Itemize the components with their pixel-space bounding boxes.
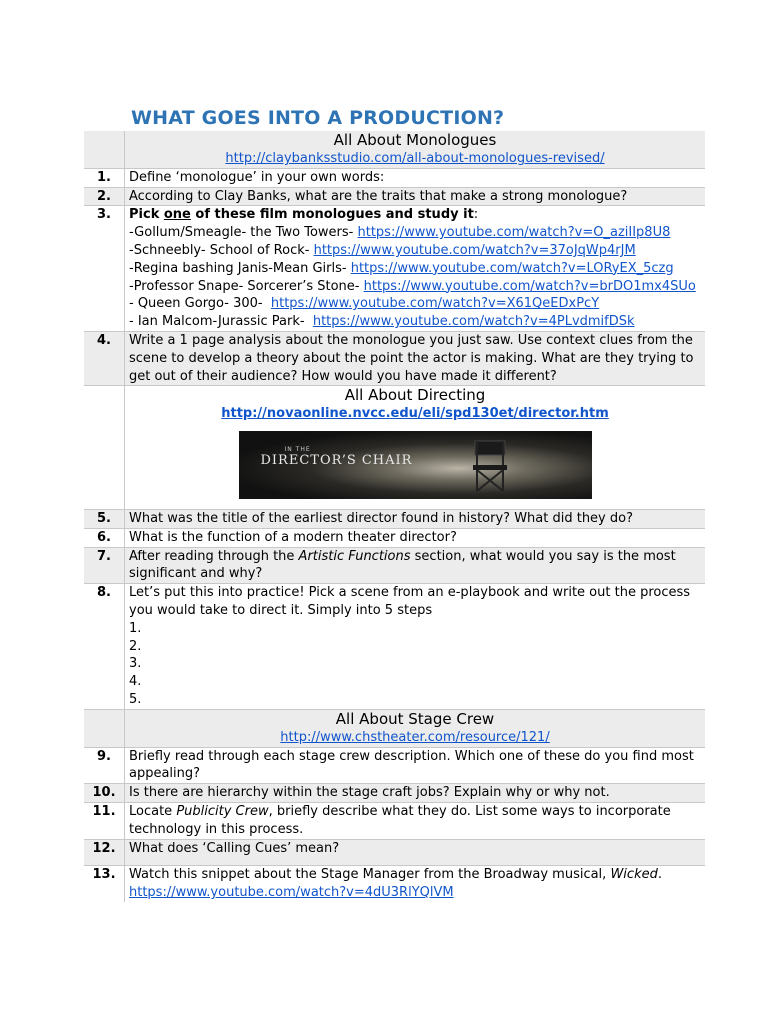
- question-number: 8.: [84, 584, 125, 710]
- question-row: [84, 784, 705, 803]
- monologues-link[interactable]: http://claybanksstudio.com/all-about-monologues-revised/: [225, 151, 605, 166]
- question-row: [84, 206, 705, 332]
- film-link[interactable]: https://www.youtube.com/watch?v=O_aziIIp8U8: [357, 225, 671, 241]
- question-row: [84, 802, 705, 839]
- question-number: 7.: [84, 547, 125, 584]
- directing-link[interactable]: http://novaonline.nvcc.edu/eli/spd130et/director.htm: [221, 406, 609, 422]
- question-text: After reading through the Artistic Functions section, what would you say is the most significant and why?: [125, 547, 706, 584]
- question-text: According to Clay Banks, what are the traits that make a strong monologue?: [125, 187, 706, 206]
- question-text: Locate Publicity Crew, briefly describe what they do. List some ways to incorporate technology in this process.: [125, 802, 706, 839]
- question-row: [84, 866, 705, 902]
- film-item: -Regina bashing Janis-Mean Girls- https://www.youtube.com/watch?v=LORyEX_5czg: [129, 260, 674, 276]
- question-number: 10.: [84, 784, 125, 803]
- question-text: Define ‘monologue’ in your own words:: [125, 168, 706, 187]
- question-text: What is the function of a modern theater director?: [125, 528, 706, 547]
- question-row: [84, 331, 705, 385]
- question-number: 5.: [84, 509, 125, 528]
- section-heading: All About Stage Crew: [335, 709, 495, 728]
- question-row: [84, 584, 705, 710]
- question-text: Write a 1 page analysis about the monologue you just saw. Use context clues from the scene to develop a theory about the point the actor is making. What are they trying to get out of their audience? How would you have made it different?: [125, 331, 706, 385]
- question-number: 3.: [84, 206, 125, 332]
- question-row: [84, 509, 705, 528]
- film-link[interactable]: https://www.youtube.com/watch?v=4PLvdmifDSk: [312, 314, 635, 330]
- section-header-directing: [84, 386, 705, 510]
- question-text: Briefly read through each stage crew description. Which one of these do you find most appealing?: [125, 747, 706, 784]
- chair-icon: [461, 437, 521, 495]
- film-link[interactable]: https://www.youtube.com/watch?v=LORyEX_5czg: [350, 260, 674, 276]
- emphasis-one: one: [163, 207, 191, 223]
- question-number: 12.: [84, 839, 125, 866]
- question-number: 1.: [84, 168, 125, 187]
- section-heading: All About Monologues: [333, 131, 497, 149]
- page-title: WHAT GOES INTO A PRODUCTION?: [131, 107, 505, 129]
- question-text: Pick one of these film monologues and study it: -Gollum/Smeagle- the Two Towers- https://www.youtube.com/watch?v=O_aziIIp8U8 -Schneebly- School of Rock- https://www.youtube.com/watch?v=37oJqWp4rJM -Regina bashing Janis-Mean Girls- https://www.youtube.com/watch?v=LORyEX_5czg -Professor Snape- Sorcerer’s Stone- https://www.youtube.com/watch?v=brDO1mx4SUo - Queen Gorgo- 300- https://www.youtube.com/watch?v=X61QeEDxPcY - Ian Malcom-Jurassic Park- https://www.youtube.com/watch?v=4PLvdmifDSk: [125, 206, 706, 332]
- question-text: Let’s put this into practice! Pick a scene from an e-playbook and write out the process you would take to direct it. Simply into 5 steps 1. 2. 3. 4. 5.: [125, 584, 706, 710]
- step-number: 4.: [129, 674, 142, 690]
- film-item: - Ian Malcom-Jurassic Park- https://www.youtube.com/watch?v=4PLvdmifDSk: [129, 314, 635, 330]
- step-number: 2.: [129, 638, 142, 654]
- step-number: 5.: [129, 691, 142, 707]
- question-text: What does ‘Calling Cues’ mean?: [125, 839, 706, 866]
- question-number: 6.: [84, 528, 125, 547]
- question-number: 9.: [84, 747, 125, 784]
- question-number: 13.: [84, 866, 125, 902]
- section-header-monologues: [84, 131, 705, 168]
- film-link[interactable]: https://www.youtube.com/watch?v=brDO1mx4SUo: [363, 278, 696, 294]
- film-link[interactable]: https://www.youtube.com/watch?v=X61QeEDxPcY: [270, 296, 600, 312]
- stagecrew-link[interactable]: http://www.chstheater.com/resource/121/: [280, 729, 550, 745]
- question-text: Watch this snippet about the Stage Manager from the Broadway musical, Wicked. https://www.youtube.com/watch?v=4dU3RlYQlVM: [129, 867, 662, 901]
- image-caption: DIRECTOR’S CHAIR: [260, 453, 413, 469]
- question-number: 2.: [84, 187, 125, 206]
- question-row: [84, 547, 705, 584]
- question-row: [84, 747, 705, 784]
- question-text: What was the title of the earliest director found in history? What did they do?: [125, 509, 706, 528]
- film-item: -Gollum/Smeagle- the Two Towers- https://www.youtube.com/watch?v=O_aziIIp8U8: [129, 225, 671, 241]
- wicked-video-link[interactable]: https://www.youtube.com/watch?v=4dU3RlYQlVM: [129, 885, 454, 901]
- film-link[interactable]: https://www.youtube.com/watch?v=37oJqWp4rJM: [313, 242, 636, 258]
- worksheet-table: [84, 131, 705, 902]
- film-item: -Professor Snape- Sorcerer’s Stone- https://www.youtube.com/watch?v=brDO1mx4SUo: [129, 278, 696, 294]
- directors-chair-image: [239, 431, 592, 499]
- question-number: 11.: [84, 802, 125, 839]
- film-item: - Queen Gorgo- 300- https://www.youtube.com/watch?v=X61QeEDxPcY: [129, 296, 600, 312]
- question-row: [84, 187, 705, 206]
- question-text: Is there are hierarchy within the stage craft jobs? Explain why or why not.: [125, 784, 706, 803]
- section-heading: All About Directing: [344, 386, 486, 405]
- step-number: 3.: [129, 656, 142, 672]
- question-row: [84, 168, 705, 187]
- step-number: 1.: [129, 620, 142, 636]
- question-row: [84, 839, 705, 866]
- image-caption-small: IN THE: [284, 446, 311, 454]
- section-header-stagecrew: [84, 709, 705, 747]
- question-row: [84, 528, 705, 547]
- film-item: -Schneebly- School of Rock- https://www.youtube.com/watch?v=37oJqWp4rJM: [129, 242, 636, 258]
- question-number: 4.: [84, 331, 125, 385]
